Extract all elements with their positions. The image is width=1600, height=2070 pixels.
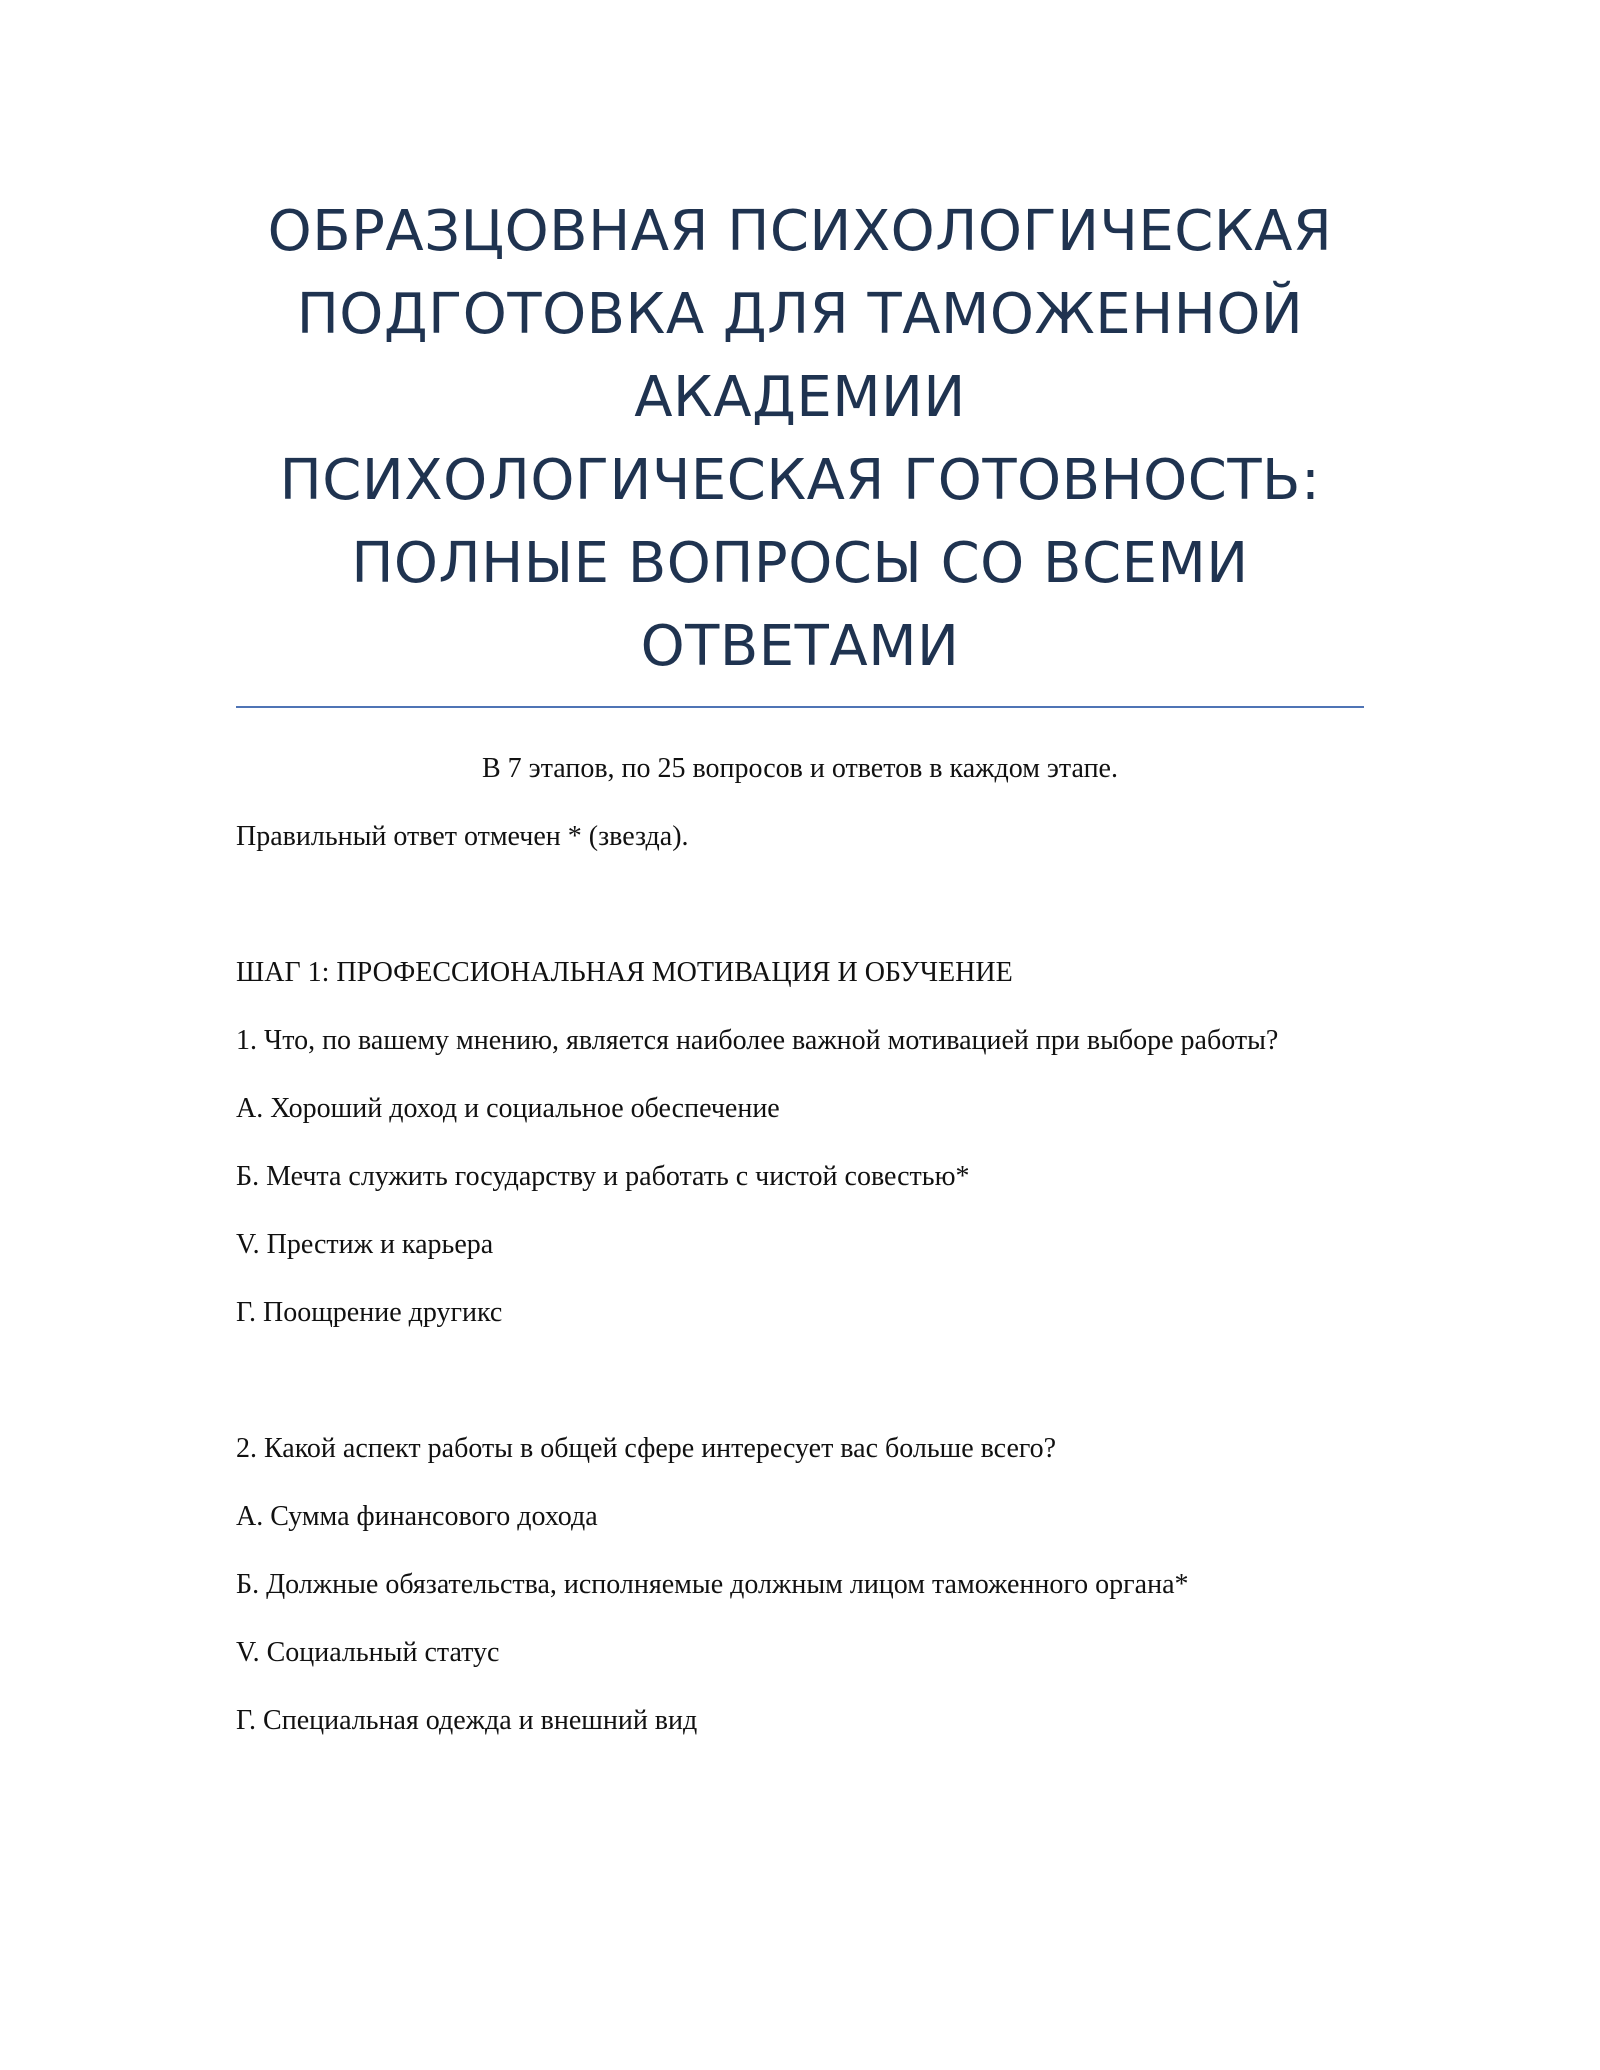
title-divider <box>236 706 1364 708</box>
title-line: ПСИХОЛОГИЧЕСКАЯ ГОТОВНОСТЬ: <box>279 448 1321 513</box>
document-page <box>236 190 1364 1741</box>
answer-option: V. Престиж и карьера <box>236 1229 494 1260</box>
answer-option: Б. Должные обязательства, исполняемые должным лицом таможенного органа* <box>236 1569 1189 1600</box>
answer-option: Г. Поощрение другикс <box>236 1297 503 1328</box>
answer-option: А. Хороший доход и социальное обеспечение <box>236 1093 780 1124</box>
question-text: 1. Что, по вашему мнению, является наиболее важной мотивацией при выборе работы? <box>236 1025 1279 1056</box>
question-block <box>236 1020 1364 1333</box>
answer-option: Г. Специальная одежда и внешний вид <box>236 1705 698 1736</box>
intro-text: В 7 этапов, по 25 вопросов и ответов в каждом этапе. <box>482 753 1118 784</box>
question-text: 2. Какой аспект работы в общей сфере интересует вас больше всего? <box>236 1433 1057 1464</box>
marked-answer-note: Правильный ответ отмечен * (звезда). <box>236 821 689 852</box>
answer-option: А. Сумма финансового дохода <box>236 1501 598 1532</box>
title-line: ПОДГОТОВКА ДЛЯ ТАМОЖЕННОЙ <box>296 282 1304 347</box>
document-title <box>236 190 1364 688</box>
section-heading: ШАГ 1: ПРОФЕССИОНАЛЬНАЯ МОТИВАЦИЯ И ОБУЧЕНИЕ <box>236 957 1013 988</box>
answer-option: V. Социальный статус <box>236 1637 500 1668</box>
answer-option: Б. Мечта служить государству и работать с чистой совестью* <box>236 1161 970 1192</box>
title-line: ОТВЕТАМИ <box>640 614 960 679</box>
title-line: АКАДЕМИИ <box>634 365 966 430</box>
title-line: ПОЛНЫЕ ВОПРОСЫ СО ВСЕМИ <box>351 531 1249 596</box>
question-block <box>236 1428 1364 1741</box>
title-line: ОБРАЗЦОВНАЯ ПСИХОЛОГИЧЕСКАЯ <box>267 199 1333 264</box>
